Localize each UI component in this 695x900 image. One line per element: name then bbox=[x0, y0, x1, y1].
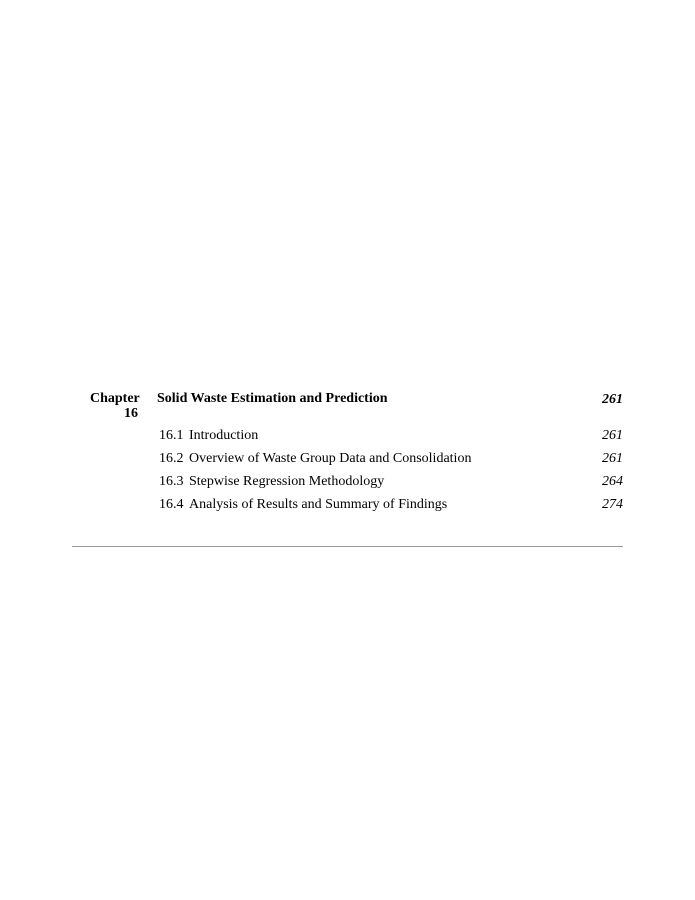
chapter-number: 16 bbox=[124, 406, 138, 421]
section-number: 16.4 bbox=[159, 497, 184, 512]
section-page-number: 264 bbox=[602, 474, 623, 489]
section-page-number: 274 bbox=[602, 497, 623, 512]
section-title: Introduction bbox=[189, 428, 259, 443]
toc-section-entry[interactable] bbox=[159, 496, 623, 514]
section-title: Overview of Waste Group Data and Consolidation bbox=[189, 451, 472, 466]
section-page-number: 261 bbox=[602, 428, 623, 443]
divider-rule bbox=[72, 546, 623, 547]
toc-section-entry[interactable] bbox=[159, 473, 623, 491]
section-page-number: 261 bbox=[602, 451, 623, 466]
toc-section-entry[interactable] bbox=[159, 427, 623, 445]
section-number: 16.1 bbox=[159, 428, 184, 443]
section-number: 16.2 bbox=[159, 451, 184, 466]
toc-section-entry[interactable] bbox=[159, 450, 623, 468]
chapter-title: Solid Waste Estimation and Prediction bbox=[157, 391, 388, 406]
chapter-page-number: 261 bbox=[602, 392, 623, 407]
chapter-label: Chapter bbox=[90, 391, 140, 406]
section-number: 16.3 bbox=[159, 474, 184, 489]
section-title: Analysis of Results and Summary of Findings bbox=[189, 497, 448, 512]
section-title: Stepwise Regression Methodology bbox=[189, 474, 385, 489]
